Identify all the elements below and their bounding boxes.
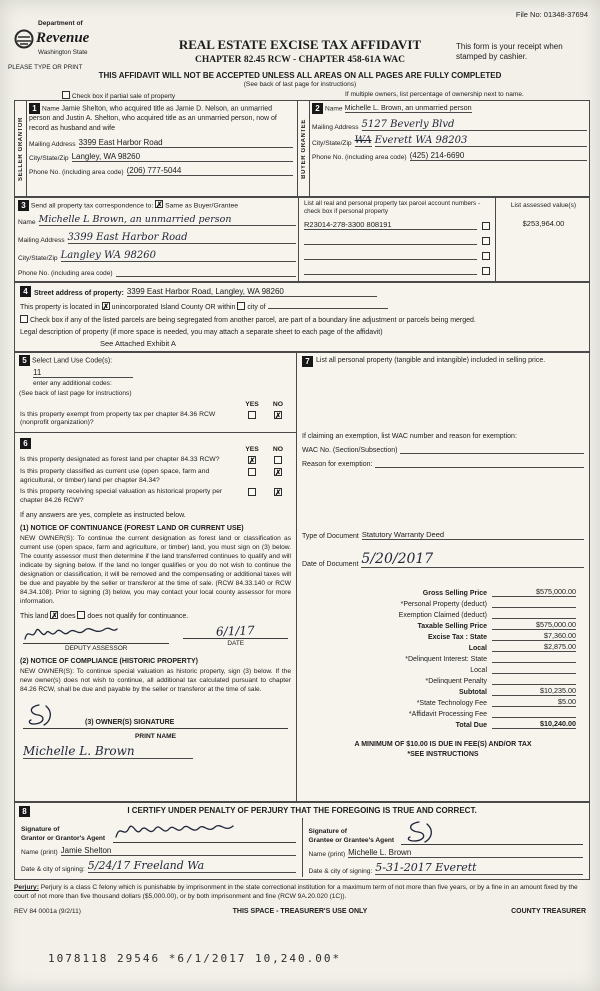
exempt-question: Is this property exempt from property tax per chapter 84.36 RCW (nonprofit organization)? — [20, 410, 216, 427]
treasurer-receipt-stamp: 1078118 29546 *6/1/2017 10,240.00* — [48, 952, 342, 965]
notice-compliance-title: (2) NOTICE OF COMPLIANCE (HISTORIC PROPERTY) — [20, 658, 198, 666]
section-6-badge: 6 — [20, 438, 31, 449]
corr-city-value[interactable]: Langley WA 98260 — [61, 250, 296, 262]
seller-name-label: Name — [41, 105, 60, 113]
row-value[interactable] — [492, 676, 576, 685]
tax-computation-table — [302, 586, 584, 729]
buyer-mailing-label: Mailing Address — [312, 124, 359, 131]
row-label: Excise Tax : State — [427, 634, 487, 641]
section-4-badge: 4 — [20, 286, 31, 297]
revenue-logo — [14, 20, 154, 56]
file-number: File No: 01348-37694 — [515, 10, 588, 19]
does-not-text: does not qualify for continuance. — [87, 613, 189, 621]
row-value[interactable]: $7,360.00 — [492, 631, 576, 641]
doc-type-value[interactable]: Statutory Warranty Deed — [362, 530, 584, 540]
parcel-number-1[interactable]: R23014-278-3300 808191 — [304, 220, 477, 230]
buyer-name-label: Name — [325, 105, 343, 113]
seller-grantor-block — [15, 101, 298, 196]
partial-sale-checkbox[interactable] — [62, 91, 70, 99]
logo-dept-text: Department of — [38, 20, 83, 27]
row-value[interactable]: $575,000.00 — [492, 587, 576, 597]
land-does-checkbox[interactable]: ✗ — [51, 611, 58, 620]
tax-correspondence-section — [14, 197, 590, 282]
date-label: DATE — [227, 640, 244, 648]
segregated-label: Check box if any of the listed parcels are being segregated from another parcel, are part of a boundary line adjustment or parcels being merged. — [29, 317, 476, 324]
grantee-signature — [401, 820, 441, 844]
row-label: *Personal Property (deduct) — [400, 601, 487, 608]
parcel-number-3[interactable] — [304, 251, 477, 260]
logo-name-text: Revenue — [36, 30, 90, 47]
grantee-sig-label-2: Grantee or Grantee's Agent — [308, 836, 395, 844]
print-name-label: PRINT NAME — [134, 733, 177, 741]
forest-no-checkbox[interactable] — [274, 456, 282, 464]
see-back-label-s5: (See back of last page for instructions) — [19, 389, 132, 397]
grantee-date-city-label: Date & city of signing: — [308, 868, 373, 875]
row-value[interactable] — [492, 599, 576, 608]
parcel-number-2[interactable] — [304, 236, 477, 245]
s6-yes-header: YES — [245, 446, 259, 453]
parcel-numbers-column — [298, 198, 495, 281]
segregated-checkbox[interactable] — [20, 315, 28, 323]
buyer-name-value[interactable]: Michelle L. Brown, an unmarried person — [344, 103, 472, 113]
assessed-value-1[interactable]: $253,964.00 — [522, 218, 565, 228]
if-yes-note: If any answers are yes, complete as instructed below. — [20, 512, 186, 520]
assessed-column-header: List assessed value(s) — [510, 202, 577, 209]
row-value[interactable] — [492, 610, 576, 619]
located-city-text: city of — [247, 304, 266, 311]
assessed-values-column — [495, 198, 591, 281]
grantor-name-print-value[interactable]: Jamie Shelton — [61, 846, 296, 856]
buyer-city-struck: WA — [354, 135, 372, 146]
historic-yes-checkbox[interactable] — [248, 488, 256, 496]
row-label: Local — [470, 667, 487, 674]
parcel-personal-checkbox-1[interactable] — [482, 222, 490, 230]
grantor-date-city-label: Date & city of signing: — [21, 866, 85, 873]
exempt-no-checkbox[interactable]: ✗ — [275, 410, 282, 419]
corr-phone-label: Phone No. (including area code) — [18, 270, 113, 277]
owner-signature-label: (3) OWNER(S) SIGNATURE — [85, 719, 175, 727]
forest-question: Is this property designated as forest land per chapter 84.33 RCW? — [20, 456, 220, 463]
grantor-name-print-label: Name (print) — [21, 849, 58, 856]
partial-sale-label: Check box if partial sale of property — [71, 93, 176, 100]
land-qualify-line — [15, 611, 296, 620]
corr-name-label: Name — [18, 219, 36, 226]
row-label: Total Due — [455, 722, 487, 729]
seller-mailing-label: Mailing Address — [29, 141, 76, 149]
street-address-label: Street address of property: — [34, 290, 124, 297]
row-label: Exemption Claimed (deduct) — [398, 612, 487, 619]
print-name-value[interactable]: Michelle L. Brown — [23, 744, 193, 759]
current-use-question: Is this property classified as current use (open space, farm and agricultural, or timber) land per chapter 84.34? — [20, 468, 210, 484]
county-treasurer-label: COUNTY TREASURER — [511, 908, 586, 915]
grantee-signing-block — [302, 818, 590, 877]
row-label: Gross Selling Price — [422, 590, 487, 597]
legal-description-value[interactable]: See Attached Exhibit A — [100, 339, 176, 348]
corr-mailing-value[interactable]: 3399 East Harbor Road — [68, 232, 296, 244]
corr-phone-value[interactable] — [116, 267, 296, 277]
parcel-number-4[interactable] — [304, 266, 477, 275]
warning-line: THIS AFFIDAVIT WILL NOT BE ACCEPTED UNLESS ALL AREAS ON ALL PAGES ARE FULLY COMPLETED — [98, 71, 502, 80]
revenue-logo-icon — [14, 29, 34, 49]
buyer-city-value[interactable]: Everett WA 98203 — [375, 135, 587, 147]
please-type-note: PLEASE TYPE OR PRINT — [8, 64, 83, 71]
historic-no-checkbox[interactable]: ✗ — [275, 488, 282, 497]
deputy-date-field[interactable] — [183, 623, 288, 639]
send-correspondence-label: Send all property tax correspondence to: — [30, 202, 154, 210]
perjury-body: Perjury is a class C felony which is punishable by imprisonment in the state correctional institution for a maximum term of not more than five years, or by a fine in an amount fixed by the court of not more than five thousand dollars ($5,000.00), or by both imprisonment and fine (RCW 9A.20.020 (1C)). — [14, 884, 578, 900]
city-of-value[interactable] — [268, 308, 388, 309]
treasurer-space-label: THIS SPACE - TREASURER'S USE ONLY — [232, 908, 368, 915]
land-use-section — [15, 353, 296, 433]
parcel-personal-checkbox-2[interactable] — [482, 237, 490, 245]
logo-state-text: Washington State — [38, 48, 88, 56]
seller-buyer-section — [14, 100, 590, 197]
reason-exemption-value[interactable] — [375, 458, 584, 468]
doc-type-label: Type of Document — [302, 533, 359, 540]
deputy-date-value: 6/1/17 — [216, 623, 256, 640]
s5-no-header: NO — [272, 400, 284, 408]
row-label: *Affidavit Processing Fee — [408, 711, 487, 718]
parcel-column-header: List all real and personal property tax parcel account numbers - check box if personal property — [304, 200, 481, 215]
buyer-phone-label: Phone No. (including area code) — [312, 154, 407, 161]
notice-compliance-body: NEW OWNER(S): To continue special valuation as historic property, sign (3) below. If the new owner(s) does not wish to continue, all additional tax calculated pursuant to chapter 84.26 RCW, shall be due and payable by the seller or transferor at the time of sale. — [20, 668, 291, 694]
seller-city-value[interactable]: Langley, WA 98260 — [72, 152, 293, 162]
section-1-badge: 1 — [29, 103, 40, 114]
land-use-code-value[interactable]: 11 — [33, 368, 133, 378]
notice-continuance-title: (1) NOTICE OF CONTINUANCE (FOREST LAND OR CURRENT USE) — [20, 525, 244, 533]
does-text: does — [60, 613, 76, 621]
row-value[interactable] — [492, 709, 576, 718]
section-7-badge: 7 — [302, 356, 313, 367]
perjury-statement — [14, 884, 590, 901]
grantor-sig-label-1: Signature of — [21, 826, 60, 834]
grantor-signing-block — [15, 818, 302, 877]
corr-city-label: City/State/Zip — [18, 255, 58, 262]
seller-phone-value[interactable]: (206) 777-5044 — [127, 166, 293, 176]
row-label: Subtotal — [459, 689, 487, 696]
certification-section — [14, 802, 590, 880]
row-value[interactable] — [492, 654, 576, 663]
grantee-sig-label-1: Signature of — [308, 828, 347, 836]
corr-name-value[interactable]: Michelle L Brown, an unmarried person — [39, 214, 296, 226]
row-value[interactable]: $575,000.00 — [492, 620, 576, 630]
same-as-buyer-checkbox[interactable]: ✗ — [156, 200, 163, 209]
page-subtitle: CHAPTER 82.45 RCW - CHAPTER 458-61A WAC — [195, 55, 405, 65]
wac-number-label: WAC No. (Section/Subsection) — [302, 447, 398, 454]
deputy-assessor-signature-field[interactable] — [23, 623, 169, 644]
land-does-not-checkbox[interactable] — [77, 611, 85, 619]
land-use-label: Select Land Use Code(s): — [31, 357, 113, 365]
personal-property-label: List all personal property (tangible and intangible) included in selling price. — [316, 357, 546, 364]
corr-mailing-label: Mailing Address — [18, 237, 65, 244]
this-land-text: This land — [20, 613, 49, 621]
parcel-personal-checkbox-3[interactable] — [482, 252, 490, 260]
receipt-note: This form is your receipt when stamped by cashier. — [456, 42, 563, 61]
owner-signature — [23, 702, 57, 728]
same-as-buyer-label: Same as Buyer/Grantee — [165, 202, 239, 210]
legal-description-label: Legal description of property (if more space is needed, you may attach a separate sheet to each page of the affidavit) — [20, 329, 383, 336]
row-value[interactable]: $5.00 — [492, 697, 576, 707]
personal-property-column — [297, 352, 590, 802]
buyer-phone-value[interactable]: (425) 214-6690 — [410, 151, 587, 161]
grantee-signature-field[interactable] — [401, 820, 584, 845]
seller-name-value[interactable]: Jamie Shelton, who acquired title as Jamie D. Nelson, an unmarried person and Justin A. Shelton, who acquired title as an unmarried person, now of record as husband and wife — [29, 105, 277, 132]
doc-date-label: Date of Document — [302, 561, 359, 568]
additional-codes-label: enter any additional codes: — [33, 380, 112, 387]
located-or-text: OR within — [205, 304, 236, 311]
buyer-city-label: City/State/Zip — [312, 140, 352, 147]
classification-section — [15, 433, 296, 761]
grantor-date-city-value[interactable]: 5/24/17 Freeland Wa — [88, 859, 296, 873]
perjury-lead: Perjury: — [14, 884, 39, 891]
reason-exemption-label: Reason for exemption: — [302, 461, 373, 468]
exemption-claim-label: If claiming an exemption, list WAC number and reason for exemption: — [302, 433, 517, 440]
deputy-assessor-label: DEPUTY ASSESSOR — [65, 645, 128, 653]
minimum-due-note: A MINIMUM OF $10.00 IS DUE IN FEE(S) AND/OR TAX — [354, 741, 532, 748]
current-use-yes-checkbox[interactable] — [248, 468, 256, 476]
see-instructions-note: *SEE INSTRUCTIONS — [407, 751, 479, 758]
located-pre-text: This property is located in — [20, 304, 100, 311]
section-2-badge: 2 — [312, 103, 323, 114]
row-value[interactable]: $10,240.00 — [492, 719, 576, 729]
section-3-badge: 3 — [18, 200, 29, 211]
seller-phone-label: Phone No. (including area code) — [29, 169, 124, 177]
grantee-name-print-value[interactable]: Michelle L. Brown — [348, 848, 583, 858]
buyer-side-label: BUYER GRANTEE — [300, 118, 307, 179]
page-title: REAL ESTATE EXCISE TAX AFFIDAVIT — [178, 37, 422, 52]
street-address-value[interactable]: 3399 East Harbor Road, Langley, WA 98260 — [127, 287, 377, 297]
buyer-side-strip — [298, 101, 310, 196]
doc-date-value[interactable]: 5/20/2017 — [361, 551, 584, 568]
row-label: *Delinquent Interest: State — [405, 656, 487, 663]
section-5-badge: 5 — [19, 355, 30, 366]
land-use-column — [14, 352, 297, 802]
row-value[interactable]: $2,875.00 — [492, 642, 576, 652]
s6-no-header: NO — [272, 446, 284, 453]
row-label: Local — [468, 645, 487, 652]
grantor-sig-label-2: Grantor or Grantor's Agent — [21, 834, 106, 842]
property-address-section — [14, 282, 590, 352]
historic-question: Is this property receiving special valuation as historical property per chapter 84.26 RCW? — [20, 488, 223, 504]
owner-signature-field[interactable] — [23, 702, 288, 729]
seller-side-strip — [15, 101, 27, 196]
forest-yes-checkbox[interactable]: ✗ — [249, 456, 256, 464]
parcel-personal-checkbox-4[interactable] — [482, 267, 490, 275]
grantee-name-print-label: Name (print) — [308, 851, 346, 858]
deputy-assessor-signature — [23, 623, 119, 643]
row-value[interactable]: $10,235.00 — [492, 686, 576, 696]
current-use-no-checkbox[interactable]: ✗ — [275, 468, 282, 476]
section-8-badge: 8 — [19, 806, 30, 817]
exempt-yes-checkbox[interactable] — [248, 411, 256, 419]
located-county-text: unincorporated Island County — [111, 304, 204, 311]
row-label: Taxable Selling Price — [417, 623, 487, 630]
seller-side-label: SELLER GRANTOR — [17, 116, 24, 181]
certify-statement: I CERTIFY UNDER PENALTY OF PERJURY THAT THE FOREGOING IS TRUE AND CORRECT. — [127, 806, 477, 815]
grantor-signature — [113, 820, 237, 842]
row-value[interactable] — [492, 665, 576, 674]
buyer-grantee-block — [298, 101, 591, 196]
row-label: *Delinquent Penalty — [425, 678, 487, 685]
segregated-line — [20, 315, 584, 324]
notice-continuance-body: NEW OWNER(S): To continue the current designation as forest land or classification as current use (open space, farm and agriculture, or timber) land, you must sign on (3) below. The county assessor must then determine if the land transferred continues to qualify and will indicate by signing below. If the land no longer qualifies or you do not wish to continue the designation or classification, it will be removed and the compensating or additional taxes will be due and payable by the seller or transferor at the time of sale. (RCW 84.33.140 or RCW 84.34.108). Prior to signing (3) below, you may contact your local county assessor for more information. — [20, 535, 291, 606]
seller-city-label: City/State/Zip — [29, 155, 69, 163]
s5-yes-header: YES — [245, 400, 259, 408]
see-back-note: (See back of last page for instructions) — [243, 81, 357, 88]
buyer-mailing-value[interactable]: 5127 Beverly Blvd — [362, 119, 587, 131]
city-of-checkbox[interactable] — [237, 302, 245, 310]
wac-number-value[interactable] — [400, 444, 584, 454]
unincorporated-checkbox[interactable]: ✗ — [102, 302, 110, 310]
property-located-line — [20, 302, 584, 311]
seller-mailing-value[interactable]: 3399 East Harbor Road — [79, 138, 293, 148]
form-revision: REV 84 0001a (9/2/11) — [14, 908, 81, 915]
multiple-owners-note: If multiple owners, list percentage of ownership next to name. — [345, 91, 524, 98]
grantee-date-city-value[interactable]: 5-31-2017 Everett — [375, 861, 583, 875]
grantor-signature-field[interactable] — [113, 820, 296, 843]
row-label: *State Technology Fee — [416, 700, 487, 707]
